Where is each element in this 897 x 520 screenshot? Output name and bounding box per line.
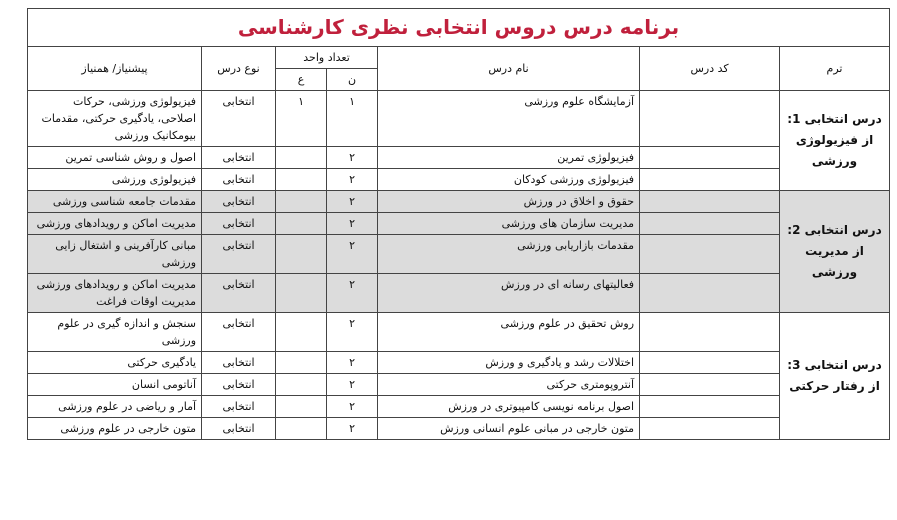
prerequisite-cell: مدیریت اماکن و رویدادهای ورزشی xyxy=(28,213,202,235)
term-cell: درس انتخابی 2: از مدیریت ورزشی xyxy=(780,191,890,313)
units-practical-cell xyxy=(276,374,327,396)
units-theory-cell: ۲ xyxy=(327,418,378,440)
course-type-cell: انتخابی xyxy=(202,91,276,147)
course-type-cell: انتخابی xyxy=(202,352,276,374)
header-units: تعداد واحد xyxy=(276,47,378,69)
header-course-code: کد درس xyxy=(640,47,780,91)
table-row xyxy=(28,191,890,213)
course-type-cell: انتخابی xyxy=(202,213,276,235)
units-theory-cell: ۲ xyxy=(327,374,378,396)
prerequisite-cell: یادگیری حرکتی xyxy=(28,352,202,374)
prerequisite-cell: آمار و ریاضی در علوم ورزشی xyxy=(28,396,202,418)
prerequisite-cell: مدیریت اماکن و رویدادهای ورزشی مدیریت اوقات فراغت xyxy=(28,274,202,313)
term-cell: درس انتخابی 1: از فیزیولوژی ورزشی xyxy=(780,91,890,191)
course-name-cell: آنتروپومتری حرکتی xyxy=(378,374,640,396)
course-code-cell xyxy=(640,374,780,396)
prerequisite-cell: مقدمات جامعه شناسی ورزشی xyxy=(28,191,202,213)
table-row xyxy=(28,169,890,191)
prerequisite-cell: فیزیولوژی ورزشی، حرکات اصلاحی، یادگیری حرکتی، مقدمات بیومکانیک ورزشی xyxy=(28,91,202,147)
units-theory-cell: ۲ xyxy=(327,191,378,213)
table-row xyxy=(28,352,890,374)
prerequisite-cell: فیزیولوژی ورزشی xyxy=(28,169,202,191)
course-code-cell xyxy=(640,147,780,169)
prerequisite-cell: سنجش و اندازه گیری در علوم ورزشی xyxy=(28,313,202,352)
course-name-cell: متون خارجی در مبانی علوم انسانی ورزش xyxy=(378,418,640,440)
header-term: ترم xyxy=(780,47,890,91)
units-practical-cell xyxy=(276,191,327,213)
table-row xyxy=(28,213,890,235)
course-name-cell: فیزیولوژی ورزشی کودکان xyxy=(378,169,640,191)
prerequisite-cell: اصول و روش شناسی تمرین xyxy=(28,147,202,169)
table-row xyxy=(28,313,890,352)
course-name-cell: اصول برنامه نویسی کامپیوتری در ورزش xyxy=(378,396,640,418)
units-practical-cell xyxy=(276,396,327,418)
course-type-cell: انتخابی xyxy=(202,313,276,352)
units-practical-cell: ۱ xyxy=(276,91,327,147)
table-row xyxy=(28,418,890,440)
units-theory-cell: ۲ xyxy=(327,235,378,274)
course-type-cell: انتخابی xyxy=(202,418,276,440)
course-code-cell xyxy=(640,191,780,213)
units-practical-cell xyxy=(276,418,327,440)
units-theory-cell: ۲ xyxy=(327,313,378,352)
units-theory-cell: ۲ xyxy=(327,213,378,235)
course-type-cell: انتخابی xyxy=(202,169,276,191)
table-row xyxy=(28,235,890,274)
table-row xyxy=(28,274,890,313)
course-name-cell: روش تحقیق در علوم ورزشی xyxy=(378,313,640,352)
table-row xyxy=(28,374,890,396)
units-practical-cell xyxy=(276,213,327,235)
course-code-cell xyxy=(640,213,780,235)
course-type-cell: انتخابی xyxy=(202,396,276,418)
units-theory-cell: ۲ xyxy=(327,147,378,169)
course-type-cell: انتخابی xyxy=(202,235,276,274)
course-code-cell xyxy=(640,352,780,374)
prerequisite-cell: مبانی کارآفرینی و اشتغال زایی ورزشی xyxy=(28,235,202,274)
course-type-cell: انتخابی xyxy=(202,147,276,169)
units-theory-cell: ۲ xyxy=(327,274,378,313)
table-row xyxy=(28,147,890,169)
course-code-cell xyxy=(640,396,780,418)
course-code-cell xyxy=(640,418,780,440)
units-practical-cell xyxy=(276,169,327,191)
units-practical-cell xyxy=(276,235,327,274)
units-theory-cell: ۲ xyxy=(327,169,378,191)
course-type-cell: انتخابی xyxy=(202,374,276,396)
table-row xyxy=(28,396,890,418)
course-code-cell xyxy=(640,169,780,191)
units-practical-cell xyxy=(276,352,327,374)
term-cell: درس انتخابی 3: از رفتار حرکتی xyxy=(780,313,890,440)
course-name-cell: مقدمات بازاریابی ورزشی xyxy=(378,235,640,274)
units-theory-cell: ۲ xyxy=(327,396,378,418)
page-title: برنامه درس دروس انتخابی نظری کارشناسی xyxy=(28,9,890,47)
header-units-practical: ع xyxy=(276,69,327,91)
header-course-type: نوع درس xyxy=(202,47,276,91)
course-code-cell xyxy=(640,274,780,313)
header-prerequisite: پیشنیاز/ همنیاز xyxy=(28,47,202,91)
course-name-cell: مدیریت سازمان های ورزشی xyxy=(378,213,640,235)
course-code-cell xyxy=(640,313,780,352)
units-practical-cell xyxy=(276,274,327,313)
course-code-cell xyxy=(640,91,780,147)
prerequisite-cell: آناتومی انسان xyxy=(28,374,202,396)
prerequisite-cell: متون خارجی در علوم ورزشی xyxy=(28,418,202,440)
elective-courses-table xyxy=(27,8,890,440)
units-practical-cell xyxy=(276,313,327,352)
table-row xyxy=(28,91,890,147)
table-body xyxy=(28,91,890,440)
units-theory-cell: ۲ xyxy=(327,352,378,374)
course-type-cell: انتخابی xyxy=(202,274,276,313)
course-name-cell: اختلالات رشد و یادگیری و ورزش xyxy=(378,352,640,374)
course-name-cell: فیزیولوژی تمرین xyxy=(378,147,640,169)
header-units-theory: ن xyxy=(327,69,378,91)
course-code-cell xyxy=(640,235,780,274)
course-name-cell: آزمایشگاه علوم ورزشی xyxy=(378,91,640,147)
units-theory-cell: ۱ xyxy=(327,91,378,147)
units-practical-cell xyxy=(276,147,327,169)
course-type-cell: انتخابی xyxy=(202,191,276,213)
header-course-name: نام درس xyxy=(378,47,640,91)
course-name-cell: حقوق و اخلاق در ورزش xyxy=(378,191,640,213)
course-name-cell: فعالیتهای رسانه ای در ورزش xyxy=(378,274,640,313)
